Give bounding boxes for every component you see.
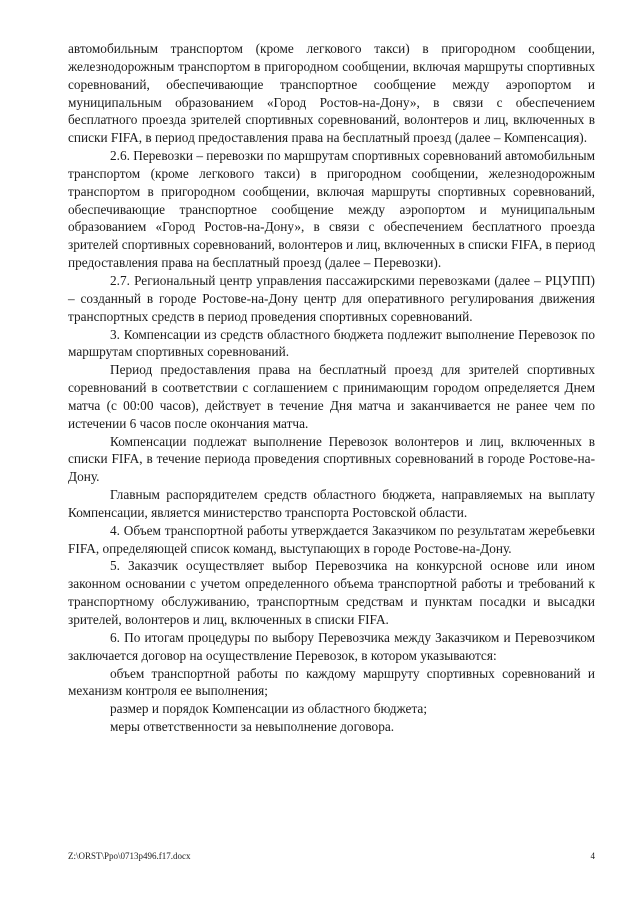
paragraph-compensation: Компенсации подлежат выполнение Перевозок волонтеров и лиц, включенных в списки FIFA, в течение периода проведения спортивных соревнований в городе Ростове-на-Дону. <box>68 433 595 485</box>
paragraph-continuation: автомобильным транспортом (кроме легкового такси) в пригородном сообщении, железнодорожным транспортом в пригородном сообщении, включая маршруты спортивных соревнований, обеспечивающие транспортное сообщение между аэропортом и муниципальным образованием «Город Ростов-на-Дону», в связи с обеспечением бесплатного проезда зрителей спортивных соревнований, волонтеров и лиц, включенных в списки FIFA, в период предоставления права на бесплатный проезд (далее – Компенсация). <box>68 41 595 146</box>
paragraph-main-manager: Главным распорядителем средств областного бюджета, направляемых на выплату Компенсации, является министерство транспорта Ростовской области. <box>68 487 595 520</box>
paragraph-6: 6. По итогам процедуры по выбору Перевозчика между Заказчиком и Перевозчиком заключается договор на осуществление Перевозок, в котором указываются: <box>68 629 595 663</box>
list-item-volume: объем транспортной работы по каждому маршруту спортивных соревнований и механизм контроля ее выполнения; <box>68 665 595 699</box>
footer-file-path: Z:\ORST\Ppo\0713p496.f17.docx <box>68 851 191 861</box>
page-number: 4 <box>590 851 595 861</box>
document-body <box>68 40 595 736</box>
paragraph-2-6: 2.6. Перевозки – перевозки по маршрутам спортивных соревнований автомобильным транспортом (кроме легкового такси) в пригородном сообщении, железнодорожным транспортом в пригородном сообщении, включая маршруты спортивных соревнований, обеспечивающие транспортное сообщение между аэропортом и муниципальным образованием «Город Ростов-на-Дону», в связи с обеспечением бесплатного проезда зрителей спортивных соревнований, волонтеров и лиц, включенных в списки FIFA, в период предоставления права на бесплатный проезд (далее – Перевозки). <box>68 148 595 271</box>
paragraph-3: 3. Компенсации из средств областного бюджета подлежит выполнение Перевозок по маршрутам спортивных соревнований. <box>68 326 595 360</box>
paragraph-period: Период предоставления права на бесплатный проезд для зрителей спортивных соревнований в соответствии с соглашением с принимающим городом определяется Днем матча (с 00:00 часов), действует в течение Дня матча и заканчивается не ранее чем по истечении 6 часов после окончания матча. <box>68 362 595 431</box>
paragraph-2-7: 2.7. Региональный центр управления пассажирскими перевозками (далее – РЦУПП) – созданный в городе Ростове-на-Дону центр для оперативного регулирования движения транспортных средств в период проведения спортивных соревнований. <box>68 272 595 324</box>
paragraph-4: 4. Объем транспортной работы утверждается Заказчиком по результатам жеребьевки FIFA, определяющей список команд, выступающих в городе Ростове-на-Дону. <box>68 522 595 556</box>
list-item-compensation-size: размер и порядок Компенсации из областного бюджета; <box>110 701 428 717</box>
paragraph-5: 5. Заказчик осуществляет выбор Перевозчика на конкурсной основе или ином законном основании с учетом определенного объема транспортной работы и требований к транспортному обслуживанию, транспортным средствам и пунктам посадки и высадки зрителей, волонтеров и лиц, включенных в списки FIFA. <box>68 558 595 627</box>
list-item-responsibility: меры ответственности за невыполнение договора. <box>110 719 395 735</box>
